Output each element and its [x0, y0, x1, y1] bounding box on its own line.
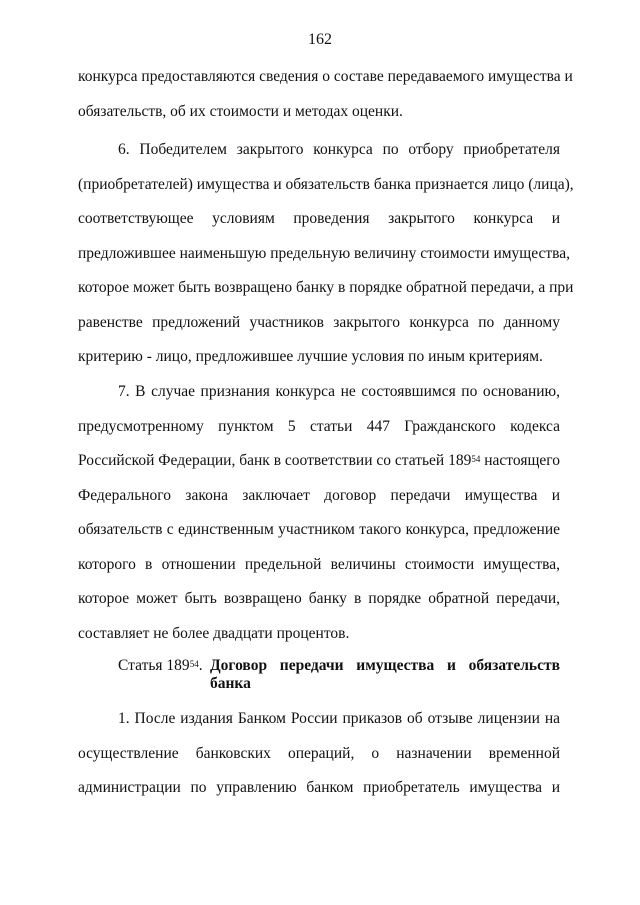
- article-title: [210, 657, 560, 693]
- text-line: которого в отношении предельной величины стоимости имущества,: [78, 555, 560, 573]
- text-line: Федерального закона заключает договор передачи имущества и: [78, 486, 560, 504]
- paragraph-7: [78, 375, 560, 651]
- text-line: осуществление банковских операций, о назначении временной: [78, 744, 560, 762]
- text-line: [78, 444, 560, 479]
- text-line: предложившее наименьшую предельную величину стоимости имущества,: [78, 244, 571, 262]
- text-segment: Российской Федерации, банк в соответствии со статьей 189: [78, 452, 472, 469]
- text-line: соответствующее условиям проведения закрытого конкурса и: [78, 210, 560, 227]
- paragraph-intro: [78, 60, 573, 129]
- article-title-line: банка: [210, 675, 251, 692]
- paragraph-6: [78, 133, 574, 375]
- footnote-superscript: 54: [189, 659, 199, 669]
- text-line: администрации по управлению банком приобретатель имущества и: [78, 779, 560, 796]
- footnote-superscript: 54: [471, 454, 481, 464]
- text-segment: настоящего: [480, 452, 560, 469]
- text-line: которое может быть возвращено банку в порядке обратной передачи, а при: [78, 279, 574, 296]
- article-label: Статья $189^{54}$.: [118, 657, 203, 674]
- paragraph-article-1: [78, 702, 560, 806]
- text-line: составляет не более двадцати процентов.: [78, 624, 350, 642]
- page-number: 162: [308, 31, 332, 48]
- text-line: (приобретателей) имущества и обязательств банка признается лицо (лица),: [78, 175, 574, 193]
- text-line: обязательств, об их стоимости и методах оценки.: [78, 102, 403, 120]
- text-line: равенстве предложений участников закрытого конкурса по данному: [78, 313, 560, 331]
- text-line: обязательств с единственным участником такого конкурса, предложение: [78, 521, 560, 538]
- text-line: 7. В случае признания конкурса не состоявшимся по основанию,: [118, 383, 560, 400]
- text-line: конкурса предоставляются сведения о составе передаваемого имущества и: [78, 68, 573, 85]
- article-title-line: Договор передачи имущества и обязательств: [210, 657, 560, 674]
- text-line: которое может быть возвращено банку в порядке обратной передачи,: [78, 590, 560, 607]
- text-line: критерию - лицо, предложившее лучшие условия по иным критериям.: [78, 348, 543, 365]
- text-line: предусмотренному пунктом 5 статьи 447 Гражданского кодекса: [78, 417, 560, 435]
- text-line: 6. Победителем закрытого конкурса по отбору приобретателя: [118, 141, 560, 158]
- text-line: 1. После издания Банком России приказов об отзыве лицензии на: [118, 710, 560, 727]
